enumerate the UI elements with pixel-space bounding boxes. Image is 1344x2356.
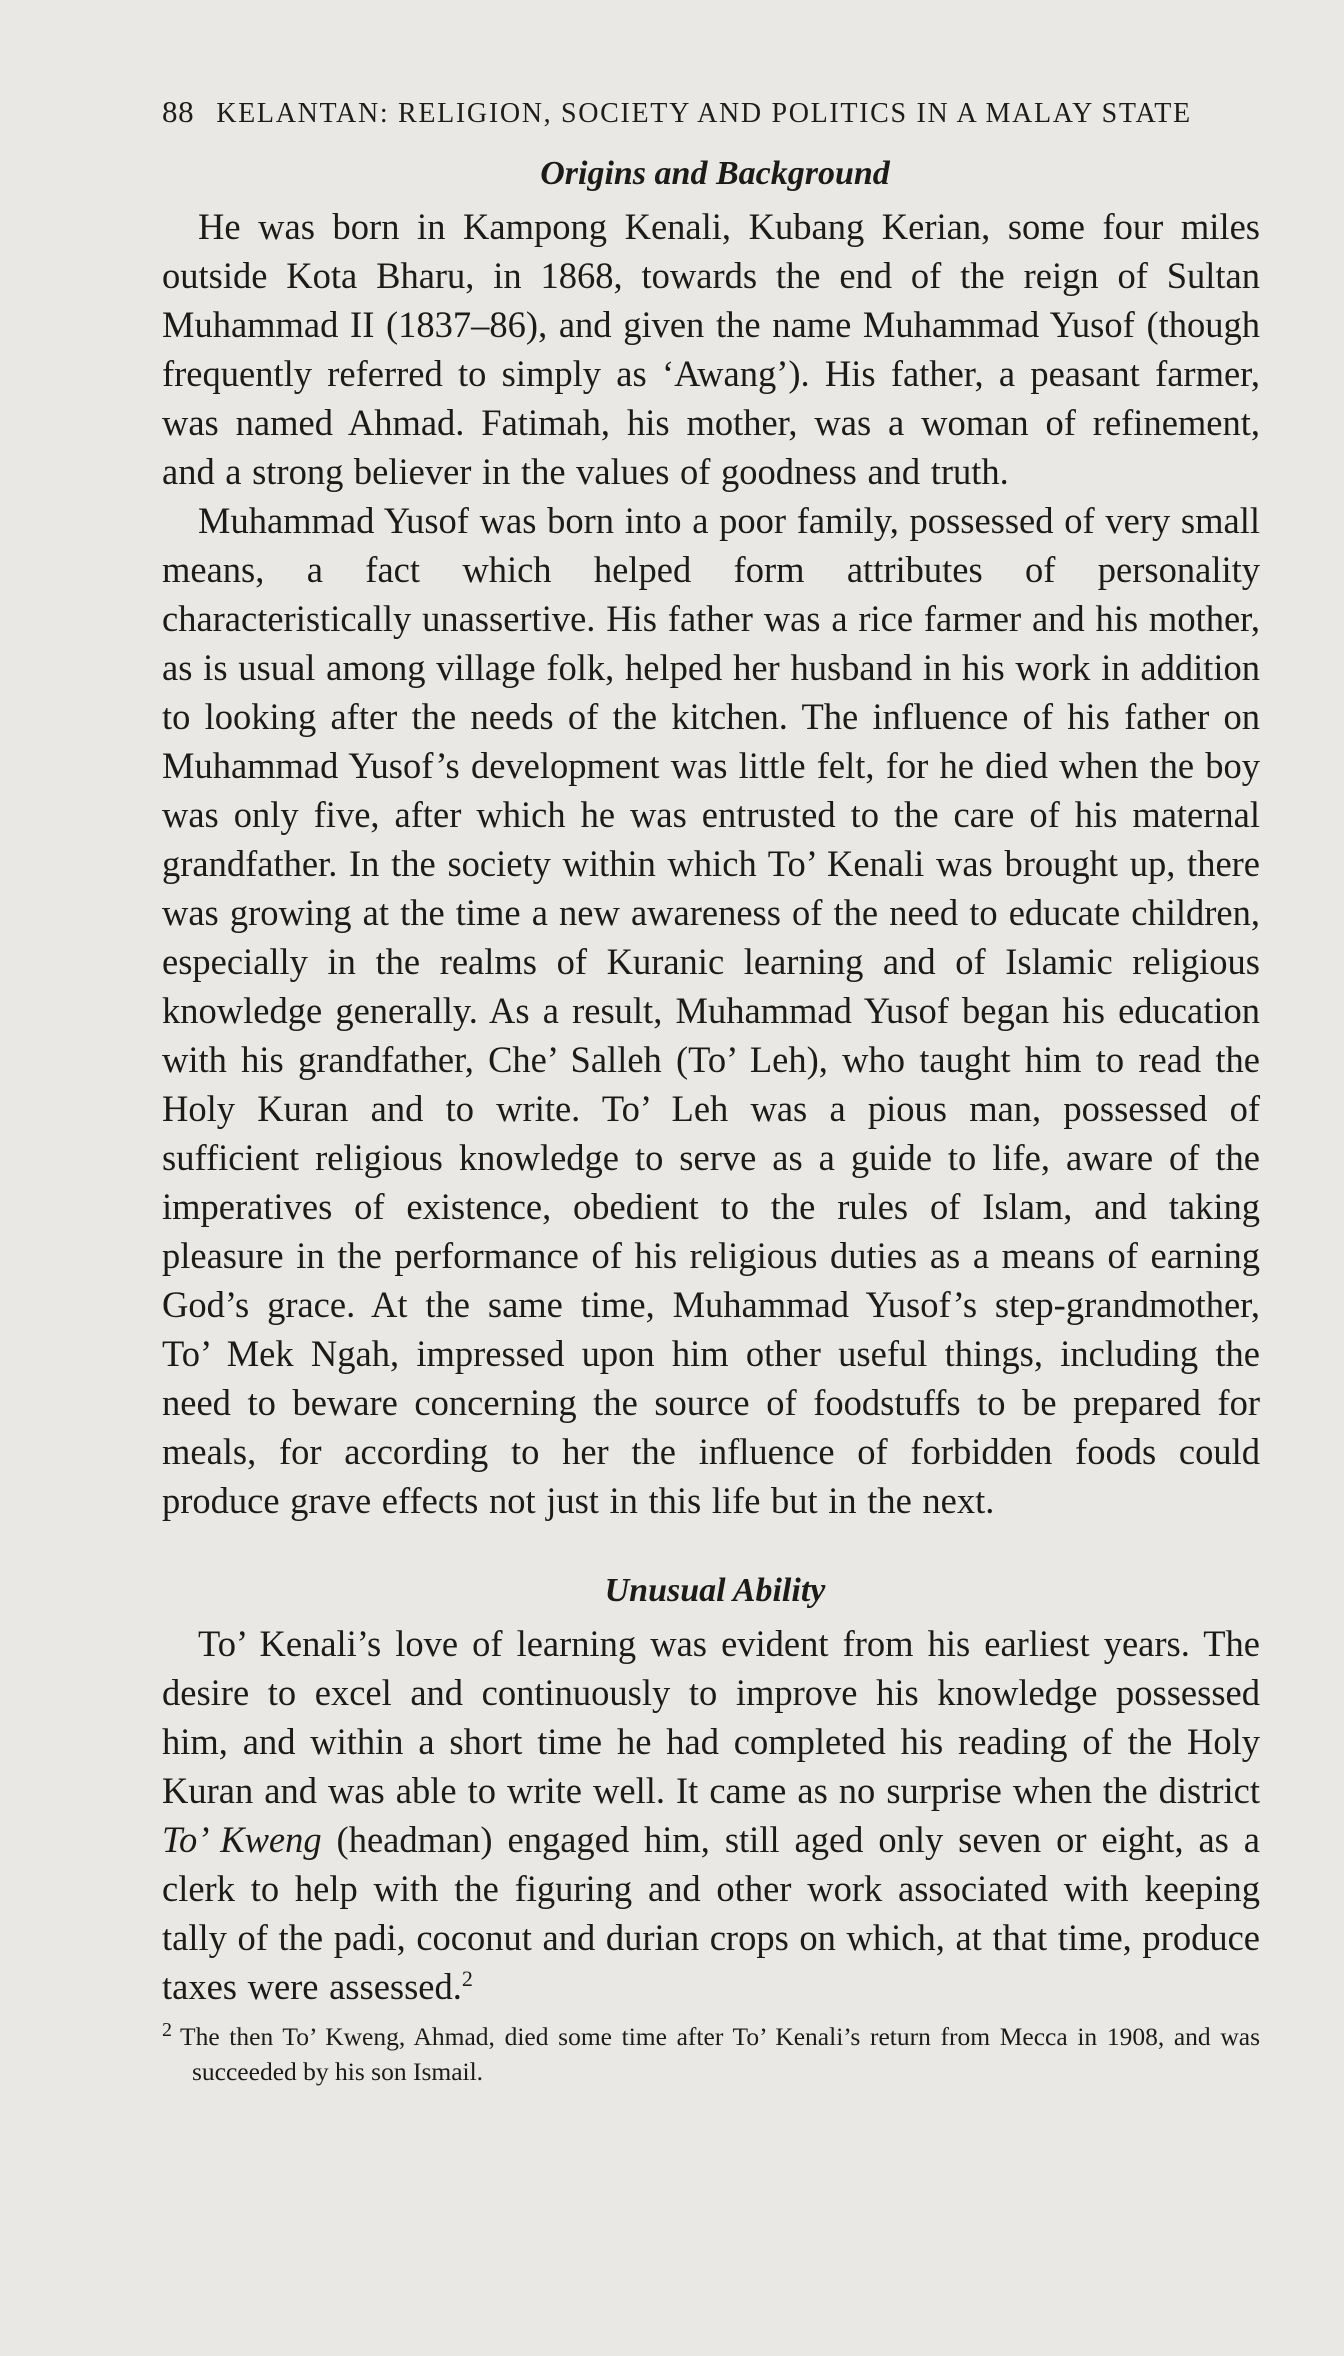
running-title: KELANTAN: RELIGION, SOCIETY AND POLITICS IN A MALAY STATE	[216, 98, 1192, 129]
paragraph-learning-text-a: To’ Kenali’s love of learning was evident from his earliest years. The desire to excel and continuously to improve his knowledge possessed him, and within a short time he had completed his reading of the Holy Kuran and was able to write well. It came as no surprise when the district	[162, 1623, 1260, 1811]
running-head	[162, 94, 1260, 150]
footnote-reference: 2	[461, 1965, 473, 1991]
paragraph-learning-text-b: (headman) engaged him, still aged only seven or eight, as a clerk to help with the figuring and other work associated with keeping tally of the padi, coconut and durian crops on which, at that time, produce taxes were assessed.	[162, 1819, 1260, 2007]
page-number: 88	[162, 94, 195, 129]
section-heading-origins: Origins and Background	[540, 155, 890, 192]
paragraph-birth: He was born in Kampong Kenali, Kubang Kerian, some four miles outside Kota Bharu, in 1868, towards the end of the reign of Sultan Muhammad II (1837–86), and given the name Muhammad Yusof (though frequently referred to simply as ‘Awang’). His father, a peasant farmer, was named Ahmad. Fatimah, his mother, was a woman of refinement, and a strong believer in the values of goodness and truth.	[162, 206, 1260, 492]
footnote-text: The then To’ Kweng, Ahmad, died some time after To’ Kenali’s return from Mecca in 1908, and was succeeded by his son Ismail.	[180, 2022, 1260, 2086]
term-to-kweng: To’ Kweng	[162, 1819, 322, 1860]
footnote	[162, 2019, 1260, 2089]
paragraph-learning	[162, 1619, 1260, 2011]
footnote-number: 2	[162, 2018, 172, 2041]
section-heading-unusual-ability: Unusual Ability	[604, 1572, 826, 1609]
paragraph-childhood: Muhammad Yusof was born into a poor family, possessed of very small means, a fact which helped form attributes of personality characteristically unassertive. His father was a rice farmer and his mother, as is usual among village folk, helped her husband in his work in addition to looking after the needs of the kitchen. The influence of his father on Muhammad Yusof’s development was little felt, for he died when the boy was only five, after which he was entrusted to the care of his maternal grandfather. In the society within which To’ Kenali was brought up, there was growing at the time a new awareness of the need to educate children, especially in the realms of Kuranic learning and of Islamic religious knowledge generally. As a result, Muhammad Yusof began his education with his grandfather, Che’ Salleh (To’ Leh), who taught him to read the Holy Kuran and to write. To’ Leh was a pious man, possessed of sufficient religious knowledge to serve as a guide to life, aware of the imperatives of existence, obedient to the rules of Islam, and taking pleasure in the performance of his religious duties as a means of earning God’s grace. At the same time, Muhammad Yusof’s step-grandmother, To’ Mek Ngah, impressed upon him other useful things, including the need to beware concerning the source of foodstuffs to be prepared for meals, for according to her the influence of forbidden foods could produce grave effects not just in this life but in the next.	[162, 500, 1260, 1521]
